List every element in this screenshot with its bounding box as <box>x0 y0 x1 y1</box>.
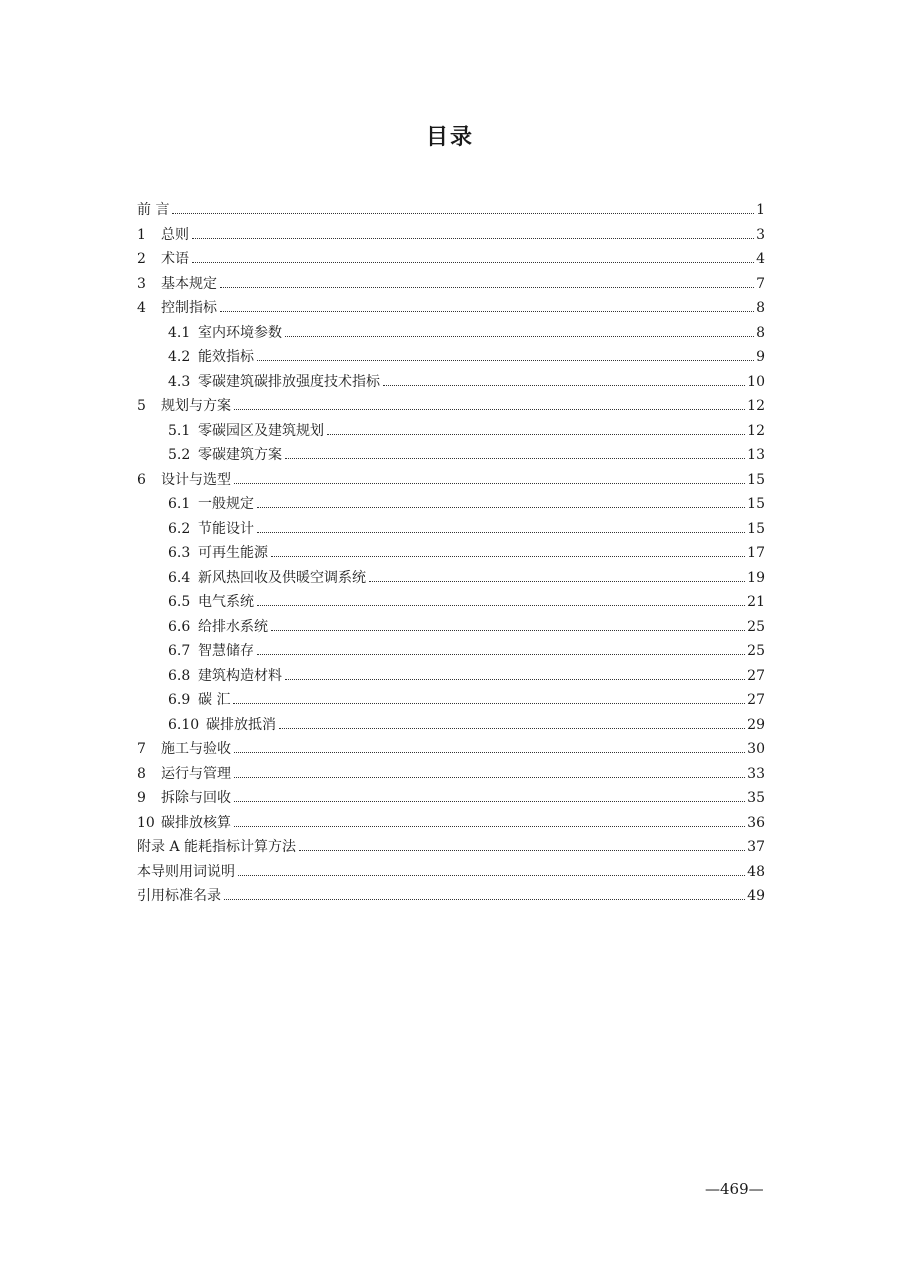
page-number: —469— <box>705 1180 764 1198</box>
toc-entry-number: 6.5 <box>168 594 191 610</box>
toc-entry-page: 8 <box>756 324 765 341</box>
toc-entry-number: 4 <box>137 300 146 316</box>
toc-entry-page: 12 <box>747 398 765 414</box>
toc-entry-label: 规划与方案 <box>161 398 231 414</box>
toc-entry-label: 碳 汇 <box>198 692 231 708</box>
toc-dot-leader <box>172 212 754 214</box>
toc-dot-leader <box>234 751 745 753</box>
toc-entry-page: 1 <box>756 202 765 218</box>
toc-entry[interactable] <box>137 468 765 493</box>
toc-entry-label: 智慧储存 <box>198 643 254 659</box>
toc-entry[interactable] <box>137 615 765 640</box>
toc-entry-label: 电气系统 <box>198 594 254 610</box>
toc-dot-leader <box>285 335 754 337</box>
toc-entry-number: 6.9 <box>168 692 191 708</box>
toc-entry[interactable] <box>137 762 765 787</box>
toc-entry-label: 碳排放抵消 <box>206 716 276 733</box>
toc-entry-number: 4.2 <box>168 349 191 365</box>
toc-entry-page: 21 <box>747 594 765 610</box>
toc-dot-leader <box>369 580 745 582</box>
toc-dot-leader <box>279 727 745 729</box>
toc-entry[interactable] <box>137 664 765 689</box>
toc-entry-page: 15 <box>747 496 765 512</box>
toc-entry-number: 6.7 <box>168 643 191 659</box>
toc-entry[interactable] <box>137 835 765 860</box>
toc-dot-leader <box>257 531 745 533</box>
toc-entry[interactable] <box>137 590 765 615</box>
toc-entry-page: 27 <box>747 667 765 684</box>
toc-entry-page: 48 <box>747 863 765 880</box>
toc-entry-label: 零碳建筑碳排放强度技术指标 <box>198 373 380 390</box>
toc-entry-label: 拆除与回收 <box>161 790 231 806</box>
toc-entry-page: 10 <box>747 373 765 390</box>
toc-entry[interactable] <box>137 786 765 811</box>
toc-dot-leader <box>220 286 754 288</box>
toc-dot-leader <box>234 800 745 802</box>
toc-entry-number: 6.1 <box>168 496 191 512</box>
toc-entry-page: 25 <box>747 618 765 635</box>
toc-entry[interactable] <box>137 272 765 297</box>
toc-entry-number: 1 <box>137 226 146 243</box>
toc-entry-label: 给排水系统 <box>198 618 268 635</box>
toc-entry-number: 8 <box>137 765 146 782</box>
toc-entry-page: 30 <box>747 741 765 757</box>
toc-dot-leader <box>285 457 745 459</box>
toc-entry-page: 29 <box>747 716 765 733</box>
toc-entry-number: 10 <box>137 814 155 831</box>
toc-entry-label: 基本规定 <box>161 275 217 292</box>
toc-entry-page: 3 <box>756 226 765 243</box>
toc-dot-leader <box>257 604 745 606</box>
toc-entry-number: 3 <box>137 275 146 292</box>
toc-entry[interactable] <box>137 223 765 248</box>
toc-entry[interactable] <box>137 639 765 664</box>
toc-entry-number: 6 <box>137 471 146 488</box>
toc-entry[interactable] <box>137 737 765 762</box>
toc-entry-page: 35 <box>747 790 765 806</box>
toc-entry-label: 总则 <box>161 226 189 243</box>
toc-entry[interactable] <box>137 370 765 395</box>
toc-entry-number: 6.8 <box>168 667 191 684</box>
toc-entry-label: 能效指标 <box>198 349 254 365</box>
toc-entry-label: 建筑构造材料 <box>198 667 282 684</box>
toc-entry-label: 引用标准名录 <box>137 888 221 904</box>
toc-entry-label: 新风热回收及供暖空调系统 <box>198 569 366 586</box>
toc-entry[interactable] <box>137 517 765 542</box>
toc-entry-number: 6.10 <box>168 716 200 733</box>
toc-entry[interactable] <box>137 198 765 223</box>
toc-dot-leader <box>257 506 745 508</box>
toc-entry-number: 5.2 <box>168 447 191 463</box>
toc-entry-label: 室内环境参数 <box>198 324 282 341</box>
toc-entry-page: 19 <box>747 569 765 586</box>
toc-dot-leader <box>234 825 745 827</box>
toc-entry[interactable] <box>137 296 765 321</box>
toc-entry-label: 零碳园区及建筑规划 <box>198 422 324 439</box>
toc-dot-leader <box>233 702 745 704</box>
toc-dot-leader <box>234 482 745 484</box>
toc-entry-page: 8 <box>756 300 765 316</box>
toc-entry-number: 9 <box>137 790 146 806</box>
toc-dot-leader <box>234 776 745 778</box>
toc-entry-label: 本导则用词说明 <box>137 863 235 880</box>
toc-entry-label: 运行与管理 <box>161 765 231 782</box>
toc-entry-page: 25 <box>747 643 765 659</box>
toc-entry[interactable] <box>137 419 765 444</box>
toc-entry[interactable] <box>137 321 765 346</box>
toc-dot-leader <box>327 433 745 435</box>
toc-entry-page: 9 <box>756 349 765 365</box>
toc-entry[interactable] <box>137 492 765 517</box>
toc-entry[interactable] <box>137 443 765 468</box>
toc-entry-number: 4.3 <box>168 373 191 390</box>
toc-entry-page: 33 <box>747 765 765 782</box>
toc-entry-page: 27 <box>747 692 765 708</box>
toc-dot-leader <box>238 874 745 876</box>
toc-entry-page: 17 <box>747 545 765 561</box>
toc-entry[interactable] <box>137 884 765 909</box>
toc-entry[interactable] <box>137 247 765 272</box>
toc-entry-label: 一般规定 <box>198 496 254 512</box>
toc-dot-leader <box>383 384 745 386</box>
toc-dot-leader <box>271 629 745 631</box>
toc-entry[interactable] <box>137 345 765 370</box>
page-title: 目录 <box>425 125 474 150</box>
toc-entry-number: 6.2 <box>168 520 191 537</box>
toc-entry-page: 7 <box>756 275 765 292</box>
toc-entry-label: 附录 A 能耗指标计算方法 <box>137 839 297 855</box>
toc-entry-label: 前 言 <box>137 202 170 218</box>
toc-dot-leader <box>299 849 745 851</box>
toc-entry-label: 术语 <box>161 251 189 267</box>
toc-entry[interactable] <box>137 811 765 836</box>
toc-entry-page: 13 <box>747 447 765 463</box>
table-of-contents <box>137 198 765 909</box>
toc-dot-leader <box>234 408 745 410</box>
toc-entry-label: 可再生能源 <box>198 545 268 561</box>
toc-dot-leader <box>257 653 745 655</box>
toc-entry[interactable] <box>137 688 765 713</box>
toc-entry[interactable] <box>137 541 765 566</box>
toc-entry-page: 12 <box>747 422 765 439</box>
toc-dot-leader <box>192 261 754 263</box>
toc-entry[interactable] <box>137 394 765 419</box>
toc-entry-page: 36 <box>747 814 765 831</box>
toc-entry-label: 碳排放核算 <box>161 814 231 831</box>
toc-entry-number: 4.1 <box>168 324 191 341</box>
toc-dot-leader <box>224 898 745 900</box>
toc-entry[interactable] <box>137 566 765 591</box>
toc-dot-leader <box>271 555 745 557</box>
toc-dot-leader <box>220 310 754 312</box>
toc-entry-page: 49 <box>747 888 765 904</box>
toc-entry-label: 零碳建筑方案 <box>198 447 282 463</box>
toc-dot-leader <box>257 359 754 361</box>
toc-dot-leader <box>192 237 754 239</box>
toc-entry-number: 5 <box>137 398 146 414</box>
toc-entry-number: 6.4 <box>168 569 191 586</box>
toc-entry-label: 节能设计 <box>198 520 254 537</box>
toc-entry-page: 4 <box>756 251 765 267</box>
toc-entry[interactable] <box>137 860 765 885</box>
toc-entry[interactable] <box>137 713 765 738</box>
toc-entry-number: 6.6 <box>168 618 191 635</box>
toc-entry-label: 控制指标 <box>161 300 217 316</box>
toc-entry-number: 6.3 <box>168 545 191 561</box>
toc-entry-number: 7 <box>137 741 146 757</box>
toc-entry-page: 37 <box>747 839 765 855</box>
toc-entry-page: 15 <box>747 520 765 537</box>
toc-entry-label: 设计与选型 <box>161 471 231 488</box>
toc-entry-label: 施工与验收 <box>161 741 231 757</box>
toc-entry-page: 15 <box>747 471 765 488</box>
toc-entry-number: 5.1 <box>168 422 191 439</box>
toc-entry-number: 2 <box>137 251 146 267</box>
toc-dot-leader <box>285 678 745 680</box>
